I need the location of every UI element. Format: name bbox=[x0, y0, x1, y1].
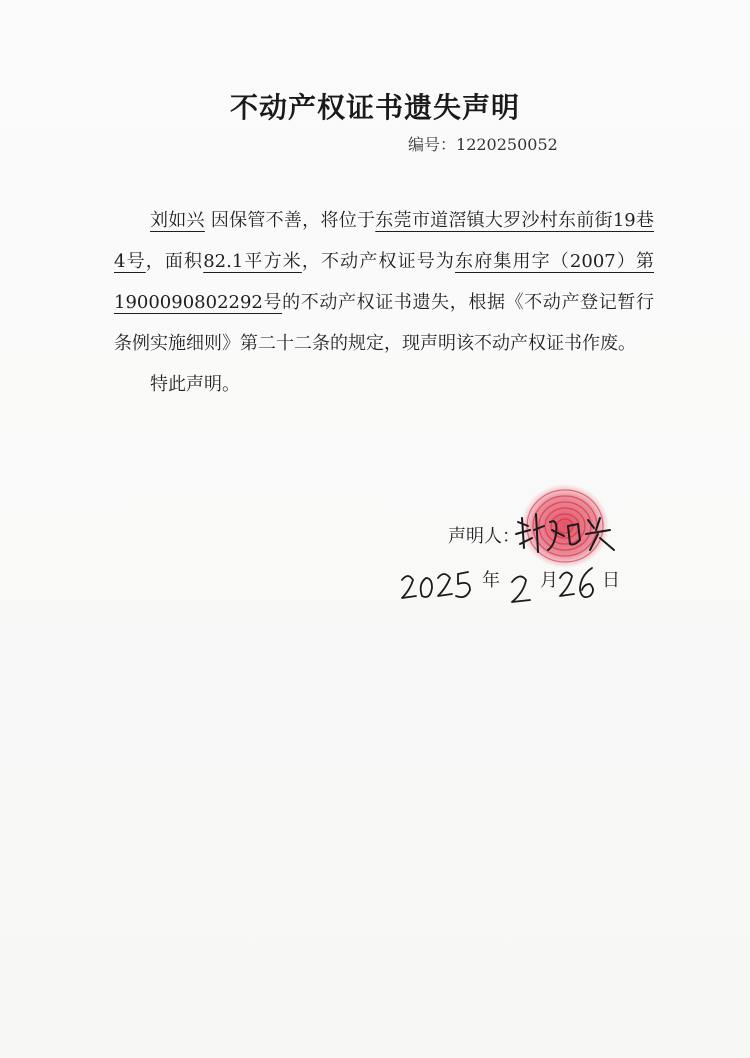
signature-date bbox=[398, 556, 628, 616]
year-character: 年 bbox=[482, 570, 500, 591]
closing-statement: 特此声明。 bbox=[150, 374, 240, 395]
statement-text-3: ，不动产权证号为 bbox=[301, 251, 456, 272]
declarant-name: 刘如兴 bbox=[150, 210, 205, 231]
statement-text-1: 因保管不善，将位于 bbox=[204, 210, 376, 231]
statement-text-4: 的不动产权证书遗失，根据《不动产登记暂行条例实施细则》第二十二条的规定，现声明该不动产权证书作废。 bbox=[114, 292, 654, 354]
month-character: 月 bbox=[540, 570, 558, 591]
document-number bbox=[408, 132, 558, 155]
statement-paragraph bbox=[114, 200, 654, 364]
document-title: 不动产权证书遗失声明 bbox=[229, 91, 520, 124]
day-character: 日 bbox=[602, 570, 620, 591]
statement-text-2: ，面积 bbox=[145, 251, 204, 272]
handwritten-signature bbox=[510, 500, 630, 560]
handwritten-month bbox=[506, 570, 538, 610]
handwritten-day bbox=[556, 562, 606, 606]
property-location: 东莞市道滘镇大罗沙村东前街19巷4号 bbox=[114, 210, 655, 272]
property-area: 82.1平方米 bbox=[203, 251, 302, 272]
document-number-value: 1220250052 bbox=[456, 135, 558, 154]
statement-body bbox=[114, 200, 654, 405]
handwritten-year bbox=[398, 566, 478, 606]
certificate-number: 东府集用字（2007）第1900090802292号 bbox=[114, 251, 655, 313]
document-number-label: 编号： bbox=[408, 135, 457, 154]
declarant-label: 声明人： bbox=[448, 526, 520, 547]
